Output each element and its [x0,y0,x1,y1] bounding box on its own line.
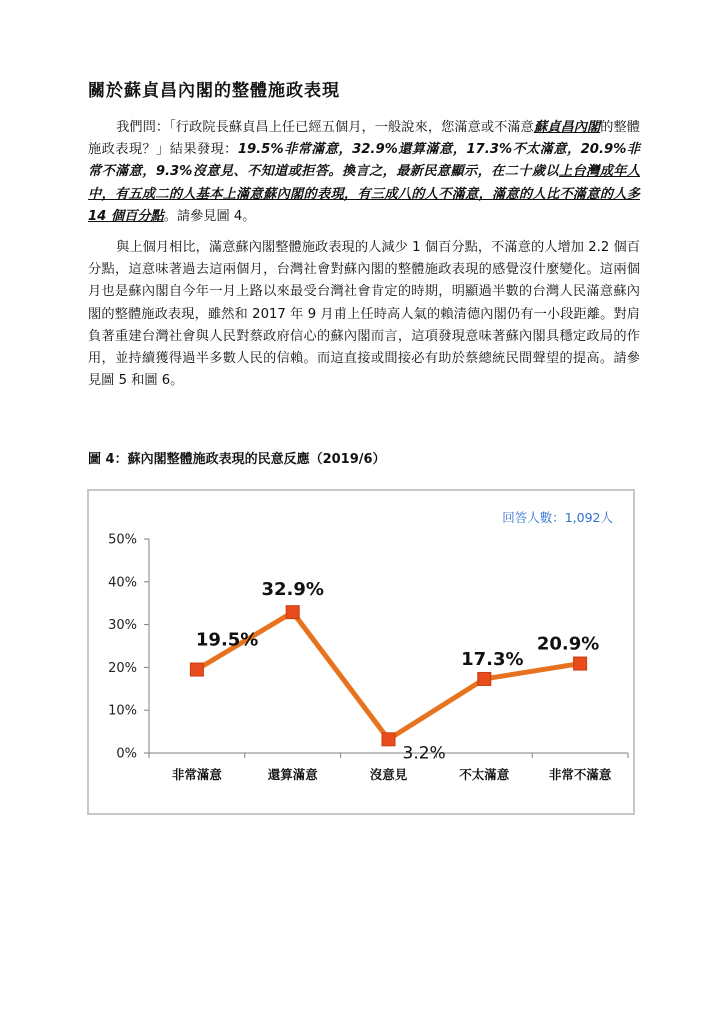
data-label: 17.3% [461,648,524,670]
data-point [478,672,491,685]
para1-text-2: 的整體施政表現？」結果發現： [88,120,640,158]
data-point [382,733,395,746]
x-tick-label: 非常滿意 [171,767,222,782]
data-point [190,663,203,676]
data-point [574,657,587,670]
paragraph-1 [88,117,640,228]
para1-summary-1: 上台灣成年人中，有五成二的人基本上滿意蘇內閣的表現，有三成八的人不滿意，滿意 [88,164,641,202]
line-chart [89,491,633,813]
para1-results: 19.5%非常滿意，32.9%還算滿意，17.3%不太滿意，20.9%非常不滿意，9.3%沒意見、不知道或拒答。換言之，最新民意顯示，在二十歲以 [88,142,640,180]
respondents-count: 回答人數：1,092人 [502,510,613,525]
para2-text: 與上個月相比，滿意蘇內閣整體施政表現的人減少 1 個百分點，不滿意的人增加 2.2 個百分點，這意味著過去這兩個月，台灣社會對蘇內閣的整體施政表現的感覺沒什麼變化。這兩個月也是蘇內閣自今年一月上路以來最受台灣社會肯定的時期，明顯過半數的台灣人民滿意蘇內閣的整體施政表現，雖然和 2017 年 9 月甫上任時高人氣的賴清德內閣仍有一小段距離。對肩負著重建台灣社會與人民對蔡政府信心的蘇內閣而言，這項發現意味著蘇內閣具穩定政局的作用，並持續獲得過半多數人民的信賴。而這直接或間接必有助於蔡總統民間聲望的提高。請參見圖 5 和圖 6。 [88,240,640,389]
y-tick-label: 40% [108,575,137,591]
y-tick-label: 0% [116,746,137,762]
data-point [286,606,299,619]
x-tick-label: 還算滿意 [267,767,318,782]
x-tick-label: 沒意見 [369,767,408,782]
data-label: 20.9% [536,633,600,655]
chart-container [87,489,635,815]
section-heading: 關於蘇貞昌內閣的整體施政表現 [88,81,340,101]
para1-text-3: 。請參見圖 4。 [163,208,256,224]
y-tick-label: 10% [108,703,137,719]
y-tick-label: 50% [108,532,137,548]
data-label: 19.5% [195,629,259,651]
data-label: 32.9% [261,579,324,601]
para1-emphasis-cabinet: 蘇貞昌內閣 [533,120,601,135]
data-label: 3.2% [402,743,446,764]
para1-summary-2: 的人比不滿意的人多14 個百分點 [88,186,640,224]
para1-text-1: 我們問：「行政院長蘇貞昌上任已經五個月，一般說來，您滿意或不滿意 [116,120,534,135]
y-tick-label: 20% [108,660,137,676]
figure-caption: 圖 4：蘇內閣整體施政表現的民意反應（2019/6） [88,452,386,467]
y-tick-label: 30% [108,618,137,634]
paragraph-2 [88,237,640,392]
x-tick-label: 不太滿意 [459,767,510,782]
x-tick-label: 非常不滿意 [548,767,612,782]
